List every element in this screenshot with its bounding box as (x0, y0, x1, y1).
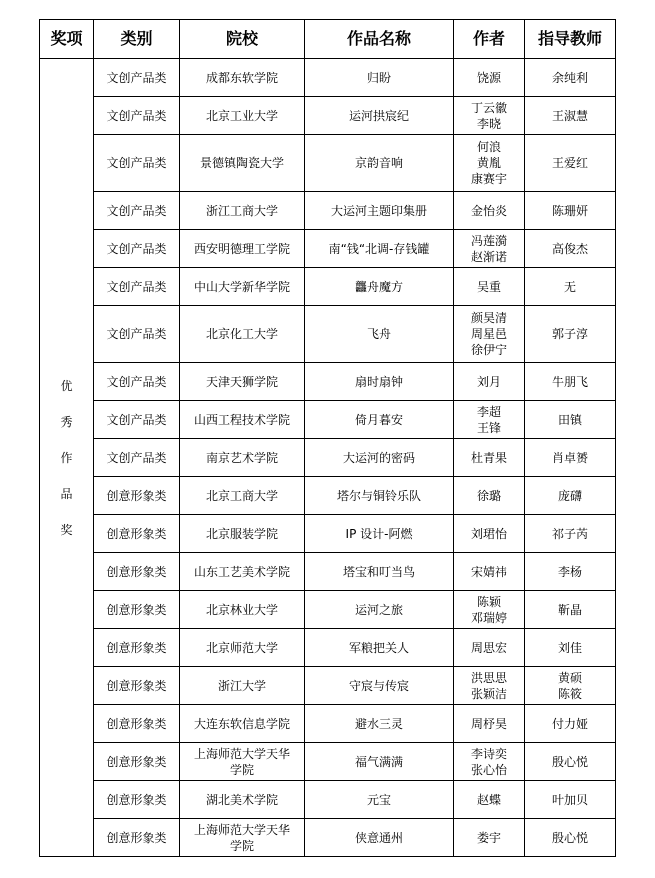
teacher-cell (525, 230, 616, 268)
category-cell: 创意形象类 (94, 819, 180, 857)
header-row (40, 20, 616, 59)
author-cell-line: 杜青果 (470, 450, 507, 465)
work-title-cell: 大运河的密码 (305, 439, 454, 477)
teacher-cell (525, 781, 616, 819)
author-cell (454, 439, 525, 477)
author-cell (454, 401, 525, 439)
teacher-cell-line: 刘佳 (557, 640, 582, 655)
author-cell-line: 冯莲漪 (470, 233, 507, 248)
category-cell: 创意形象类 (94, 743, 180, 781)
table-row (40, 629, 616, 667)
author-cell (454, 667, 525, 705)
table-row (40, 230, 616, 268)
awards-table (39, 19, 616, 857)
work-title-cell: 大运河主题印集册 (305, 192, 454, 230)
school-cell-line: 北京工业大学 (205, 108, 278, 123)
teacher-cell (525, 135, 616, 192)
author-cell-line: 周杼昊 (470, 716, 507, 731)
teacher-cell-line: 肖卓赟 (551, 450, 588, 465)
category-cell: 创意形象类 (94, 705, 180, 743)
school-cell (180, 705, 305, 743)
category-cell: 创意形象类 (94, 515, 180, 553)
author-cell (454, 59, 525, 97)
header-teacher: 指导教师 (525, 20, 616, 59)
author-cell (454, 97, 525, 135)
category-cell: 文创产品类 (94, 230, 180, 268)
school-cell-line: 学院 (229, 762, 254, 777)
award-name-char: 作 (60, 450, 73, 465)
author-cell-line: 张心怡 (470, 762, 507, 777)
author-cell (454, 819, 525, 857)
category-cell: 文创产品类 (94, 268, 180, 306)
teacher-cell-line: 余纯利 (551, 70, 588, 85)
table-row (40, 268, 616, 306)
author-cell (454, 705, 525, 743)
author-cell-line: 金怡炎 (470, 203, 507, 218)
author-cell-line: 黄胤 (476, 156, 501, 170)
school-cell-line: 北京工商大学 (205, 488, 278, 503)
table-row (40, 553, 616, 591)
author-cell (454, 268, 525, 306)
teacher-cell (525, 439, 616, 477)
teacher-cell-line: 殷心悦 (551, 754, 588, 769)
author-cell (454, 629, 525, 667)
category-cell: 文创产品类 (94, 59, 180, 97)
teacher-cell-line: 陈筱 (557, 686, 582, 701)
school-cell (180, 743, 305, 781)
author-cell-line: 饶源 (476, 70, 501, 85)
category-cell: 文创产品类 (94, 97, 180, 135)
school-cell-line: 山西工程技术学院 (193, 412, 290, 427)
teacher-cell (525, 591, 616, 629)
teacher-cell (525, 667, 616, 705)
work-title-cell: 南“钱“北调-存钱罐 (305, 230, 454, 268)
school-cell-line: 北京师范大学 (205, 640, 278, 655)
school-cell (180, 781, 305, 819)
author-cell-line: 张颖洁 (470, 686, 507, 701)
author-cell-line: 陈颖 (476, 594, 501, 609)
author-cell-line: 赵渐诺 (470, 249, 507, 264)
teacher-cell-line: 郭子淳 (551, 327, 588, 341)
author-cell-line: 吴重 (476, 279, 501, 294)
work-title-cell: 元宝 (305, 781, 454, 819)
category-cell: 文创产品类 (94, 306, 180, 363)
category-cell: 文创产品类 (94, 401, 180, 439)
teacher-cell (525, 401, 616, 439)
work-title-cell: 守宸与传宸 (305, 667, 454, 705)
teacher-cell-line: 王淑慧 (551, 108, 588, 123)
category-cell: 创意形象类 (94, 553, 180, 591)
school-cell-line: 成都东软学院 (205, 70, 278, 85)
author-cell (454, 477, 525, 515)
teacher-cell (525, 743, 616, 781)
table-body (40, 59, 616, 857)
teacher-cell-line: 李杨 (557, 564, 582, 579)
work-title-cell: 扇时扇钟 (305, 363, 454, 401)
teacher-cell (525, 306, 616, 363)
work-title-cell: 塔宝和叮当鸟 (305, 553, 454, 591)
teacher-cell (525, 268, 616, 306)
teacher-cell-line: 庞礴 (557, 488, 582, 503)
work-title-cell: IP 设计-阿燃 (305, 515, 454, 553)
teacher-cell-line: 叶加贝 (551, 792, 588, 807)
category-cell: 文创产品类 (94, 363, 180, 401)
teacher-cell (525, 363, 616, 401)
school-cell (180, 401, 305, 439)
school-cell (180, 667, 305, 705)
school-cell (180, 59, 305, 97)
author-cell-line: 周星邑 (470, 327, 507, 341)
school-cell-line: 上海师范大学天华 (193, 822, 290, 837)
table-row (40, 97, 616, 135)
teacher-cell-line: 无 (563, 279, 576, 294)
header-school: 院校 (180, 20, 305, 59)
author-cell-line: 王锋 (476, 420, 501, 435)
category-cell: 创意形象类 (94, 591, 180, 629)
table-row (40, 59, 616, 97)
author-cell-line: 丁云徽 (470, 100, 507, 115)
school-cell (180, 363, 305, 401)
table-row (40, 667, 616, 705)
header-author: 作者 (454, 20, 525, 59)
author-cell-line: 颜昊清 (470, 311, 507, 325)
work-title-cell: 福气满满 (305, 743, 454, 781)
teacher-cell (525, 515, 616, 553)
work-title-cell: 侠意通州 (305, 819, 454, 857)
school-cell (180, 306, 305, 363)
author-cell-line: 徐伊宁 (470, 343, 507, 357)
school-cell (180, 192, 305, 230)
teacher-cell (525, 477, 616, 515)
author-cell-line: 李诗奕 (470, 746, 507, 761)
teacher-cell (525, 705, 616, 743)
teacher-cell-line: 殷心悦 (551, 830, 588, 845)
school-cell-line: 湖北美术学院 (205, 792, 278, 807)
school-cell (180, 439, 305, 477)
author-cell-line: 李超 (476, 404, 501, 419)
author-cell (454, 553, 525, 591)
table-row (40, 306, 616, 363)
award-name-char: 优 (60, 378, 73, 393)
teacher-cell-line: 陈珊妍 (551, 203, 588, 218)
teacher-cell (525, 629, 616, 667)
teacher-cell (525, 553, 616, 591)
work-title-cell: 龘舟魔方 (305, 268, 454, 306)
award-name-char: 品 (60, 486, 73, 501)
author-cell-line: 周思宏 (470, 640, 507, 655)
school-cell (180, 819, 305, 857)
author-cell-line: 宋婧祎 (470, 564, 507, 579)
teacher-cell-line: 付力娅 (551, 716, 588, 731)
category-cell: 创意形象类 (94, 667, 180, 705)
author-cell-line: 赵蝶 (476, 792, 501, 807)
school-cell-line: 北京服装学院 (205, 526, 278, 541)
work-title-cell: 塔尔与铜铃乐队 (305, 477, 454, 515)
school-cell-line: 北京化工大学 (205, 327, 278, 341)
author-cell-line: 娄宇 (476, 830, 501, 845)
table-row (40, 363, 616, 401)
table-row (40, 515, 616, 553)
teacher-cell (525, 59, 616, 97)
category-cell: 创意形象类 (94, 781, 180, 819)
teacher-cell-line: 靳晶 (557, 602, 582, 617)
author-cell-line: 李晓 (476, 116, 501, 131)
school-cell-line: 北京林业大学 (205, 602, 278, 617)
school-cell-line: 大连东软信息学院 (193, 716, 290, 731)
school-cell-line: 学院 (229, 838, 254, 853)
school-cell (180, 553, 305, 591)
work-title-cell: 军粮把关人 (305, 629, 454, 667)
teacher-cell (525, 819, 616, 857)
table-row (40, 135, 616, 192)
author-cell-line: 刘珺怡 (470, 526, 507, 541)
teacher-cell-line: 牛朋飞 (551, 374, 588, 389)
work-title-cell: 京韵音响 (305, 135, 454, 192)
table-row (40, 705, 616, 743)
award-name-char: 秀 (60, 414, 73, 429)
table-row (40, 743, 616, 781)
author-cell (454, 515, 525, 553)
award-name-char: 奖 (60, 522, 73, 537)
school-cell-line: 西安明德理工学院 (193, 241, 290, 256)
school-cell (180, 477, 305, 515)
table-row (40, 439, 616, 477)
school-cell (180, 591, 305, 629)
teacher-cell-line: 高俊杰 (551, 241, 588, 256)
author-cell-line: 邓瑞婷 (470, 610, 507, 625)
school-cell-line: 上海师范大学天华 (193, 746, 290, 761)
table-row (40, 591, 616, 629)
school-cell-line: 天津天狮学院 (205, 374, 278, 389)
author-cell (454, 230, 525, 268)
author-cell-line: 洪思思 (470, 670, 507, 685)
category-cell: 创意形象类 (94, 477, 180, 515)
teacher-cell-line: 黄硕 (557, 670, 582, 685)
school-cell-line: 南京艺术学院 (205, 450, 278, 465)
school-cell-line: 景德镇陶瓷大学 (199, 156, 284, 170)
school-cell-line: 中山大学新华学院 (193, 279, 290, 294)
table-row (40, 192, 616, 230)
category-cell: 文创产品类 (94, 135, 180, 192)
author-cell (454, 135, 525, 192)
author-cell (454, 306, 525, 363)
school-cell-line: 山东工艺美术学院 (193, 564, 290, 579)
author-cell-line: 刘月 (476, 374, 501, 389)
teacher-cell-line: 祁子芮 (551, 526, 588, 541)
author-cell (454, 192, 525, 230)
work-title-cell: 避水三灵 (305, 705, 454, 743)
author-cell-line: 何浪 (476, 140, 501, 154)
header-award: 奖项 (40, 20, 94, 59)
school-cell (180, 97, 305, 135)
school-cell (180, 230, 305, 268)
table-row (40, 819, 616, 857)
author-cell (454, 591, 525, 629)
work-title-cell: 归盼 (305, 59, 454, 97)
work-title-cell: 倚月暮安 (305, 401, 454, 439)
work-title-cell: 运河之旅 (305, 591, 454, 629)
author-cell (454, 743, 525, 781)
teacher-cell-line: 田镇 (557, 412, 582, 427)
category-cell: 文创产品类 (94, 192, 180, 230)
school-cell-line: 浙江工商大学 (205, 203, 278, 218)
author-cell-line: 徐璐 (476, 488, 501, 503)
school-cell (180, 515, 305, 553)
table-row (40, 477, 616, 515)
school-cell (180, 268, 305, 306)
school-cell (180, 135, 305, 192)
header-category: 类别 (94, 20, 180, 59)
work-title-cell: 运河拱宸纪 (305, 97, 454, 135)
author-cell-line: 康赛宇 (470, 172, 507, 186)
school-cell (180, 629, 305, 667)
award-name-cell (40, 59, 94, 857)
table-row (40, 401, 616, 439)
table-row (40, 781, 616, 819)
school-cell-line: 浙江大学 (217, 678, 266, 693)
teacher-cell (525, 97, 616, 135)
author-cell (454, 363, 525, 401)
author-cell (454, 781, 525, 819)
category-cell: 创意形象类 (94, 629, 180, 667)
teacher-cell-line: 王爱红 (551, 156, 588, 170)
category-cell: 文创产品类 (94, 439, 180, 477)
work-title-cell: 飞舟 (305, 306, 454, 363)
teacher-cell (525, 192, 616, 230)
header-work: 作品名称 (305, 20, 454, 59)
